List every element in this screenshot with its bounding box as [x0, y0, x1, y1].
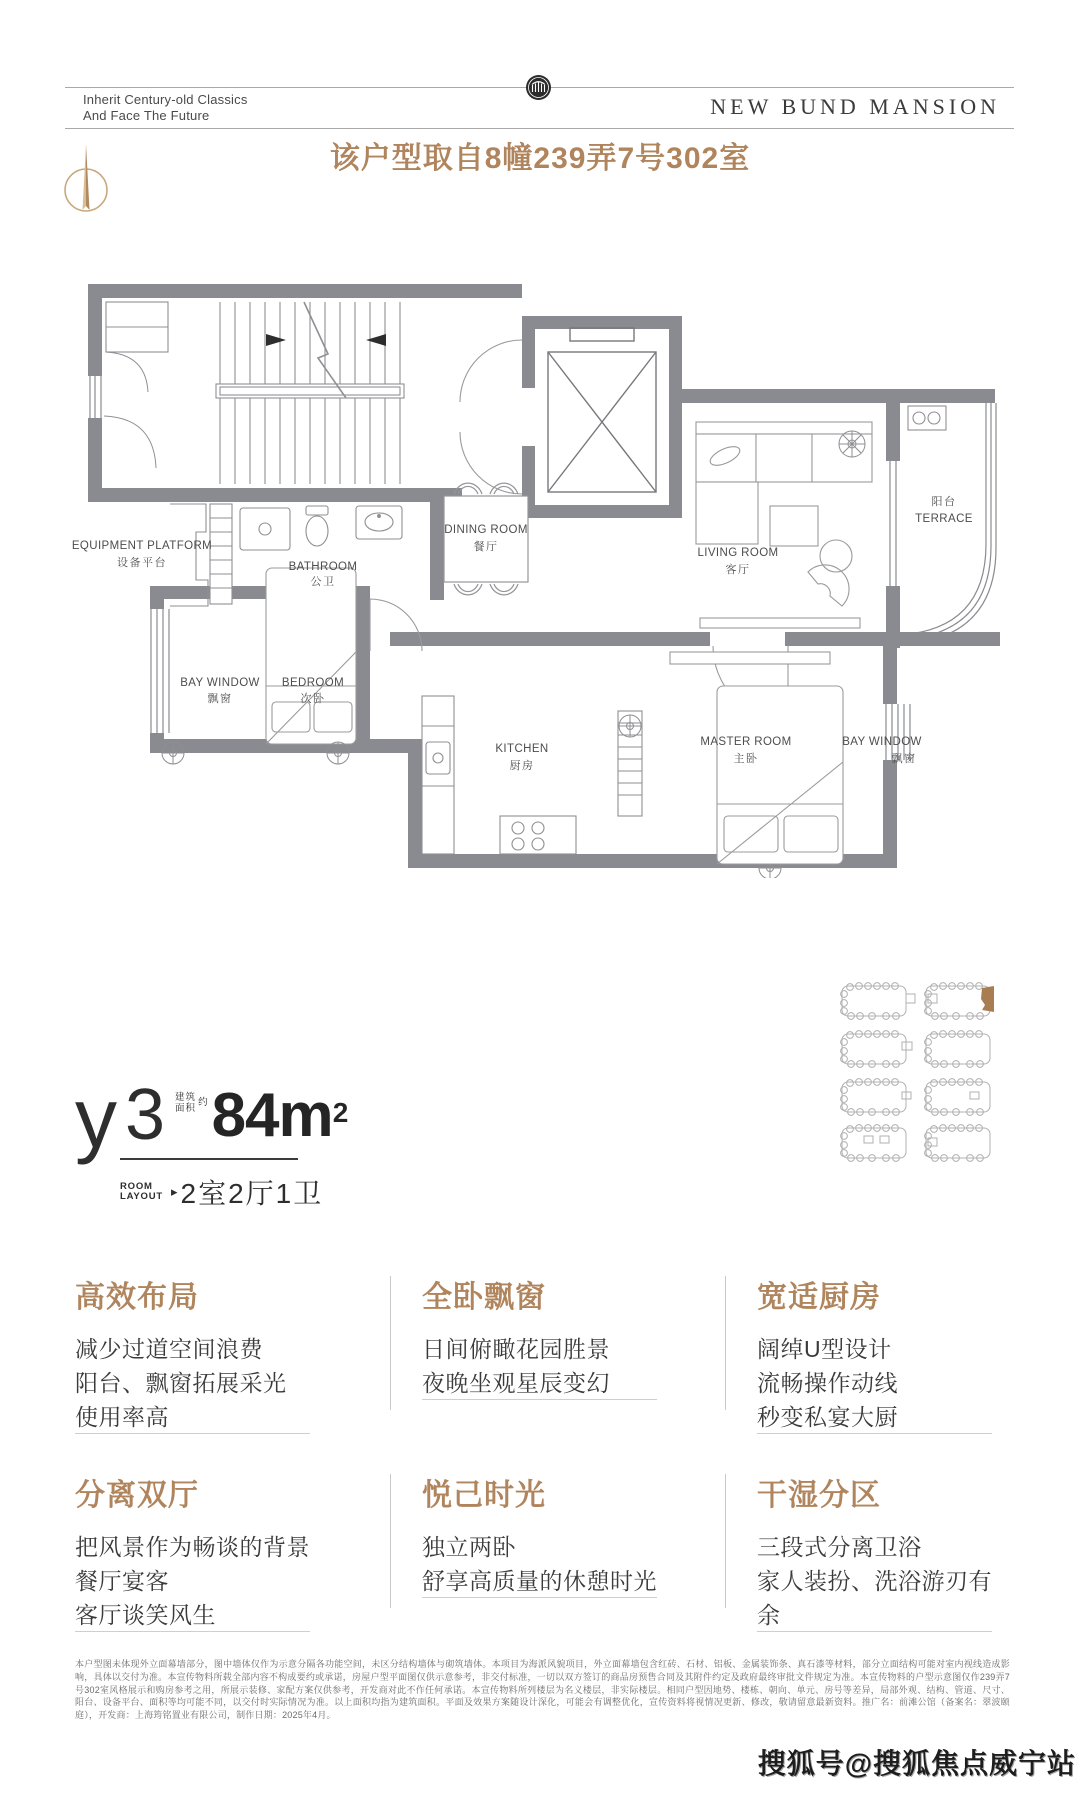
label-bathroom-cn: 公卫 [310, 576, 336, 588]
feature-line: 使用率高 [75, 1404, 169, 1430]
feature-divider-vertical [725, 1276, 726, 1410]
area-note-2: 面积 [175, 1103, 197, 1114]
brand-name: NEW BUND MANSION [710, 94, 1000, 119]
feature-separator [422, 1399, 657, 1400]
feature-separator [75, 1433, 310, 1434]
tagline-line1: Inherit Century-old Classics [83, 92, 248, 107]
label-bathroom-en: BATHROOM [288, 561, 358, 573]
feature-block-spacious-kitchen [757, 1272, 1010, 1434]
layout-description: 2室2厅1卫 [180, 1178, 324, 1209]
feature-block-efficient-layout [75, 1272, 375, 1434]
elevator [548, 328, 656, 492]
label-bay-window-left-en: BAY WINDOW [180, 677, 260, 689]
feature-title: 干湿分区 [757, 1479, 881, 1512]
label-terrace-en: TERRACE [915, 513, 973, 525]
label-master-cn: 主卧 [733, 753, 759, 765]
feature-divider-vertical [725, 1474, 726, 1608]
feature-separator [75, 1631, 310, 1632]
label-master-en: MASTER ROOM [700, 736, 792, 748]
feature-line: 家人装扮、洗浴游刃有余 [757, 1568, 992, 1628]
unit-model-glyph: y [75, 1071, 117, 1165]
feature-separator [757, 1433, 992, 1434]
label-bay-window-left-cn: 飘窗 [207, 693, 233, 705]
feature-title: 分离双厅 [75, 1479, 199, 1512]
feature-block-me-time [422, 1470, 722, 1598]
feature-line: 阔绰U型设计 [757, 1336, 892, 1362]
feature-title: 全卧飘窗 [422, 1281, 546, 1314]
feature-line: 秒变私宴大厨 [757, 1404, 898, 1430]
unit-rule [120, 1158, 298, 1160]
feature-line: 独立两卧 [422, 1534, 516, 1560]
area-exponent: 2 [332, 1097, 349, 1128]
label-equipment-platform-en: EQUIPMENT PLATFORM [71, 540, 213, 552]
staircase [104, 302, 404, 484]
area-note-1: 建筑 [175, 1092, 197, 1103]
master-furniture [717, 686, 843, 864]
unit-model-number: 3 [125, 1075, 166, 1155]
terrace-planter [908, 406, 946, 430]
room-layout-word2: LAYOUT [120, 1191, 163, 1202]
compass-icon [62, 140, 110, 218]
feature-line: 流畅操作动线 [757, 1370, 898, 1396]
legal-disclaimer: 本户型图未体现外立面幕墙部分，图中墙体仅作为示意分隔各功能空间，未区分结构墙体与砌筑墙体。本项目为海派风貌项目，外立面幕墙包含红砖、石材、铝板、金属装饰条、真石漆等材料，部分立面结构可能对室内视线造成影响，具体以交付为准。本宣传物料所载全部内容不构成要约或承诺，房屋户型平面图仅供示意参考，非交付标准，一切以双方签订的商品房预售合同及其附件约定及政府最终审批文件规定为准。本宣传物料的户型示意图仅作239弄7号302室风格展示和购房参考之用，所展示装修、家配方案仅供参考，开发商对此不作任何承诺。本宣传物料所列楼层为名义楼层，非实际楼层。相同户型因地势、楼栋、朝向、单元、房号等差异，局部外观、结构、管道、尺寸、阳台、设备平台、面积等均可能不同，以交付时实际情况为准。以上面积均指为建筑面积。平面及效果方案随设计深化，可能会有调整优化，宣传资料将视情况更新、修改，敬请留意最新资料。推广名：前滩公馆（备案名：翠波颐庭），开发商：上海筠铭置业有限公司，制作日期：2025年4月。 [75, 1659, 1010, 1721]
feature-separator [422, 1597, 657, 1598]
living-room-furniture [670, 422, 872, 664]
unit-type-area [75, 1071, 395, 1165]
label-equipment-platform-cn: 设备平台 [117, 557, 167, 569]
feature-block-wet-dry-zones [757, 1470, 1010, 1632]
label-dining-en: DINING ROOM [444, 524, 528, 536]
area-note-3: 约 [198, 1097, 208, 1108]
feature-line: 三段式分离卫浴 [757, 1534, 922, 1560]
label-bay-window-right-cn: 飘窗 [891, 753, 917, 765]
site-plan-highlight-unit [981, 986, 994, 1012]
feature-line: 把风景作为畅谈的背景 [75, 1534, 310, 1560]
header-bottom-rule [65, 128, 1014, 129]
brand-logo-icon [525, 74, 552, 101]
feature-row-2 [75, 1470, 1010, 1632]
site-plan-buildings [841, 983, 990, 1162]
feature-block-bay-windows [422, 1272, 722, 1400]
header-tagline [83, 92, 248, 124]
feature-separator [757, 1631, 992, 1632]
feature-divider-vertical [390, 1276, 391, 1410]
label-bedroom-en: BEDROOM [281, 677, 345, 689]
label-bedroom-cn: 次卧 [300, 693, 326, 705]
feature-line: 客厅谈笑风生 [75, 1602, 216, 1628]
bedroom-furniture [266, 568, 356, 744]
bathroom-fixtures [240, 506, 402, 550]
feature-title: 宽适厨房 [757, 1281, 881, 1314]
label-kitchen-en: KITCHEN [495, 743, 549, 755]
label-terrace-cn: 阳台 [931, 496, 957, 508]
page-title: 该户型取自8幢239弄7号302室 [329, 142, 751, 175]
area-note [175, 1092, 208, 1114]
unit-spec [75, 1071, 395, 1212]
feature-line: 夜晚坐观星辰变幻 [422, 1370, 610, 1396]
tagline-line2: And Face The Future [83, 108, 210, 123]
site-plan [840, 980, 998, 1168]
feature-row-1 [75, 1272, 1010, 1442]
unit-layout [120, 1172, 395, 1212]
feature-line: 餐厅宴客 [75, 1568, 169, 1594]
feature-block-separated-halls [75, 1470, 375, 1632]
feature-line: 日间俯瞰花园胜景 [422, 1336, 610, 1362]
feature-line: 舒享高质量的休憩时光 [422, 1568, 657, 1594]
feature-line: 减少过道空间浪费 [75, 1336, 263, 1362]
feature-divider-vertical [390, 1474, 391, 1608]
label-living-cn: 客厅 [725, 564, 751, 576]
feature-line: 阳台、飘窗拓展采光 [75, 1370, 287, 1396]
feature-title: 悦己时光 [422, 1479, 546, 1512]
floor-plan [70, 256, 1010, 878]
feature-title: 高效布局 [75, 1281, 199, 1314]
area-value: $84m^2$ [211, 1081, 349, 1150]
dining-set [444, 483, 528, 595]
label-bay-window-right-en: BAY WINDOW [842, 736, 922, 748]
kitchen-fixtures [422, 696, 642, 854]
watermark: 搜狐号@搜狐焦点威宁站 [757, 1748, 1076, 1779]
room-layout-word1: ROOM [120, 1180, 153, 1192]
label-kitchen-cn: 厨房 [509, 760, 535, 772]
label-dining-cn: 餐厅 [473, 541, 499, 553]
label-living-en: LIVING ROOM [697, 547, 779, 559]
layout-arrow-icon: ▸ [170, 1184, 178, 1199]
